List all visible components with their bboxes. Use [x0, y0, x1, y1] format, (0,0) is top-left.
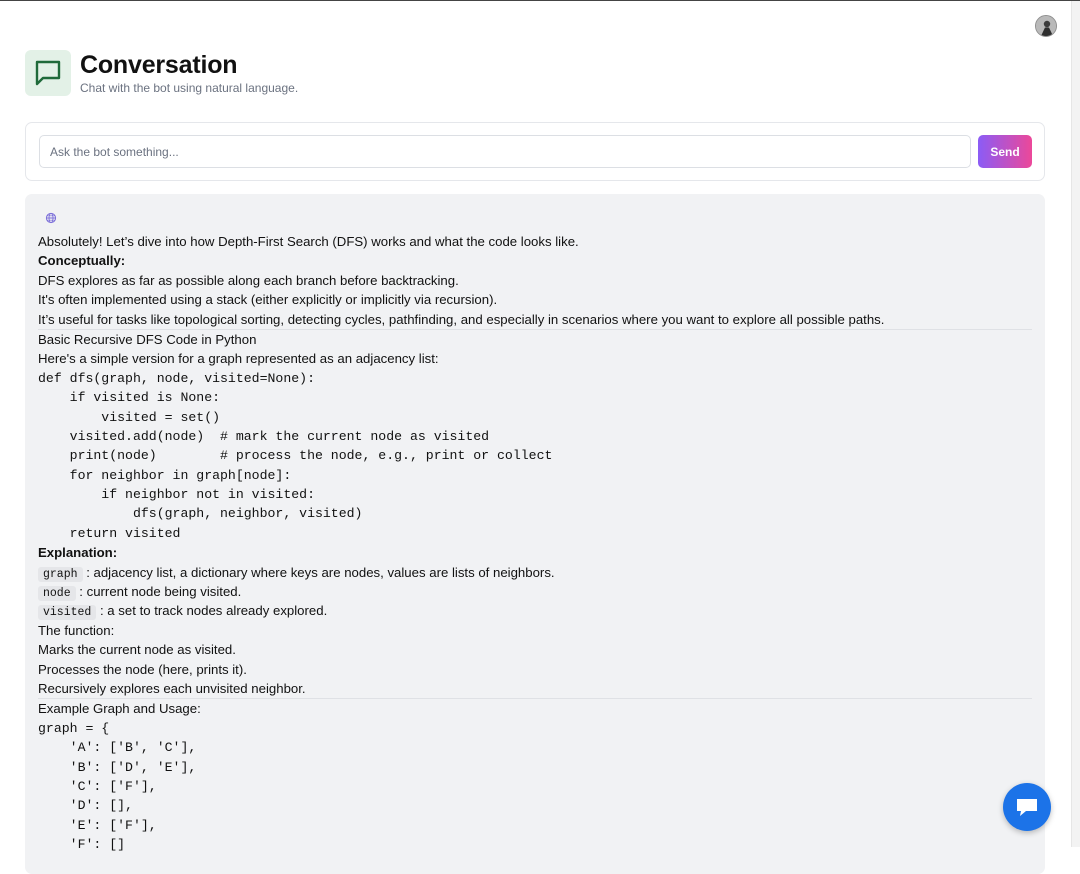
- code-line: for neighbor in graph[node]:: [38, 467, 292, 483]
- explanation-desc: : a set to track nodes already explored.: [99, 603, 328, 619]
- explanation-item: [38, 582, 1032, 601]
- chat-icon: [1014, 795, 1040, 819]
- example-code-block: [38, 719, 1032, 855]
- function-point: Marks the current node as visited.: [38, 642, 236, 658]
- chat-input[interactable]: [39, 135, 971, 168]
- function-point: Recursively explores each unvisited neighbor.: [38, 680, 306, 696]
- page-scrollbar[interactable]: [1071, 1, 1080, 847]
- code-line: 'C': ['F'],: [38, 778, 157, 794]
- code-line: return visited: [38, 525, 181, 541]
- response-content: [38, 232, 1032, 855]
- code-line: dfs(graph, neighbor, visited): [38, 506, 363, 522]
- code-block: [38, 369, 1032, 544]
- response-intro: Absolutely! Let’s dive into how Depth-First Search (DFS) works and what the code looks like.: [38, 234, 579, 249]
- code-line: if neighbor not in visited:: [38, 487, 315, 503]
- code-line: 'B': ['D', 'E'],: [38, 759, 197, 775]
- send-button[interactable]: Send: [978, 135, 1032, 168]
- code-line: graph = {: [38, 720, 110, 736]
- avatar-silhouette-icon: [1036, 16, 1057, 37]
- chat-launcher-button[interactable]: [1003, 783, 1051, 831]
- globe-icon: [45, 212, 57, 224]
- page-subtitle: Chat with the bot using natural language.: [80, 81, 299, 95]
- function-point: Processes the node (here, prints it).: [38, 661, 247, 677]
- explanation-heading: Explanation:: [38, 545, 118, 561]
- concept-point: DFS explores as far as possible along each branch before backtracking.: [38, 272, 459, 288]
- page-title: Conversation: [80, 51, 238, 79]
- explanation-item: [38, 563, 1032, 582]
- code-section-title: Basic Recursive DFS Code in Python: [38, 329, 1032, 349]
- example-title: Example Graph and Usage:: [38, 698, 1032, 718]
- chat-input-card: [25, 122, 1045, 181]
- code-line: def dfs(graph, node, visited=None):: [38, 370, 315, 386]
- inline-code: visited: [38, 605, 96, 620]
- code-line: visited.add(node) # mark the current node as visited: [38, 428, 490, 444]
- user-avatar[interactable]: [1035, 15, 1057, 37]
- explanation-desc: : current node being visited.: [79, 584, 242, 600]
- concept-point: It’s useful for tasks like topological sorting, detecting cycles, pathfinding, and especially in scenarios where you want to explore all possible paths.: [38, 311, 885, 327]
- code-line: 'D': [],: [38, 798, 133, 814]
- code-intro: Here's a simple version for a graph represented as an adjacency list:: [38, 351, 439, 367]
- chat-bubble-icon: [33, 59, 63, 87]
- inline-code: graph: [38, 567, 83, 582]
- concept-point: It's often implemented using a stack (either explicitly or implicitly via recursion).: [38, 292, 498, 308]
- code-line: print(node) # process the node, e.g., print or collect: [38, 448, 553, 464]
- code-line: 'E': ['F'],: [38, 817, 157, 833]
- inline-code: node: [38, 586, 76, 601]
- explanation-desc: : adjacency list, a dictionary where keys are nodes, values are lists of neighbors.: [86, 564, 555, 580]
- code-line: 'A': ['B', 'C'],: [38, 740, 197, 756]
- header-icon-tile: [25, 50, 71, 96]
- code-line: visited = set(): [38, 409, 221, 425]
- conceptually-heading: Conceptually:: [38, 253, 126, 269]
- code-line: 'F': []: [38, 837, 126, 853]
- function-heading: The function:: [38, 622, 115, 638]
- bot-response-panel: [25, 194, 1045, 874]
- explanation-item: [38, 601, 1032, 620]
- code-line: if visited is None:: [38, 390, 221, 406]
